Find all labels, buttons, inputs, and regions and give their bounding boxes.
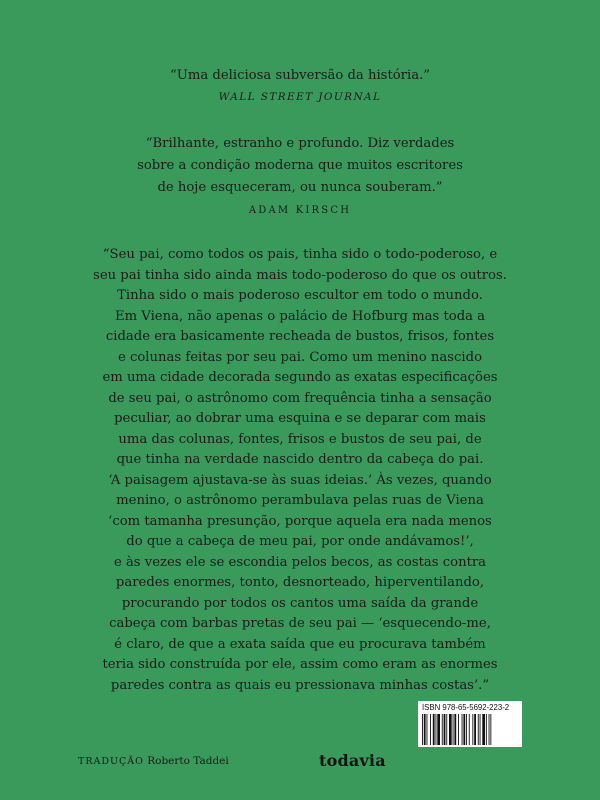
barcode-bar bbox=[490, 714, 491, 745]
barcode-icon bbox=[422, 714, 518, 745]
barcode-bar bbox=[427, 714, 428, 745]
excerpt-line: e às vezes ele se escondia pelos becos, as costas contra bbox=[113, 554, 487, 570]
barcode-bar bbox=[446, 714, 447, 745]
excerpt-line: Tinha sido o mais poderoso escultor em todo o mundo. bbox=[117, 288, 483, 303]
excerpt-line: menino, o astrônomo perambulava pelas ruas de Viena bbox=[116, 493, 484, 508]
barcode-bar bbox=[466, 714, 467, 745]
barcode-bar bbox=[480, 714, 481, 745]
blurb-quote-line: de hoje esqueceram, ou nunca souberam.” bbox=[157, 180, 443, 195]
blurb-quote-line: “Brilhante, estranho e profundo. Diz verdades bbox=[145, 136, 455, 151]
excerpt-line: seu pai tinha sido ainda mais todo-poderoso do que os outros. bbox=[93, 267, 507, 283]
barcode-bar bbox=[486, 714, 487, 745]
barcode-bar bbox=[422, 714, 423, 745]
blurb-kirsch bbox=[0, 133, 600, 221]
barcode-bar bbox=[462, 714, 463, 745]
blurb-source: WALL STREET JOURNAL bbox=[218, 91, 382, 103]
barcode-bar bbox=[454, 714, 456, 745]
barcode-bar bbox=[424, 714, 426, 745]
barcode-bar bbox=[474, 714, 476, 745]
barcode-bar bbox=[469, 714, 470, 745]
barcode-bar bbox=[478, 714, 479, 745]
translator-name: Roberto Taddei bbox=[147, 755, 229, 767]
excerpt-line: peculiar, ao dobrar uma esquina e se deparar com mais bbox=[114, 411, 486, 426]
barcode-bar bbox=[442, 714, 443, 745]
barcode-bar bbox=[453, 714, 454, 745]
blurb-quote-line: “Uma deliciosa subversão da história.” bbox=[169, 68, 430, 83]
barcode-bar bbox=[430, 714, 431, 745]
excerpt-line: ‘com tamanha presunção, porque aquela era nada menos bbox=[108, 513, 492, 529]
blurb-quote-line: sobre a condição moderna que muitos escritores bbox=[137, 158, 463, 173]
excerpt-line: procurando por todos os cantos uma saída da grande bbox=[121, 595, 479, 611]
book-excerpt bbox=[0, 245, 600, 696]
excerpt-line: que tinha na verdade nascido dentro da cabeça do pai. bbox=[116, 452, 484, 467]
barcode-bar bbox=[482, 714, 485, 745]
excerpt-line: é claro, de que a exata saída que eu procurava também bbox=[114, 636, 486, 652]
barcode-bar bbox=[463, 714, 465, 745]
excerpt-line: e colunas feitas por seu pai. Como um menino nascido bbox=[117, 349, 483, 365]
excerpt-line: do que a cabeça de meu pai, por onde andávamos!’, bbox=[126, 534, 474, 549]
excerpt-line: cabeça com barbas pretas de seu pai — ‘esquecendo-me, bbox=[109, 616, 491, 631]
barcode-bar bbox=[449, 714, 452, 745]
excerpt-line: de seu pai, o astrônomo com frequência tinha a sensação bbox=[108, 390, 492, 406]
translation-label: TRADUÇÃO bbox=[78, 756, 144, 767]
excerpt-line: ‘A paisagem ajustava-se às suas ideias.’ Às vezes, quando bbox=[108, 472, 492, 488]
barcode-bar bbox=[433, 714, 435, 745]
barcode-bar bbox=[437, 714, 440, 745]
barcode-bar bbox=[489, 714, 490, 745]
isbn-barcode-box bbox=[418, 701, 522, 747]
blurb-source: ADAM KIRSCH bbox=[248, 205, 352, 216]
publisher-logo: todavia bbox=[319, 751, 386, 770]
excerpt-line: Em Viena, não apenas o palácio de Hofburg mas toda a bbox=[114, 308, 486, 324]
excerpt-line: paredes enormes, tonto, desnorteado, hiperventilando, bbox=[115, 575, 485, 590]
excerpt-line: paredes contra as quais eu pressionava minhas costas’.” bbox=[110, 677, 490, 693]
barcode-bar bbox=[472, 714, 473, 745]
excerpt-line: uma das colunas, fontes, frisos e bustos de seu pai, de bbox=[118, 431, 482, 447]
barcode-bar bbox=[458, 714, 459, 745]
isbn-text: ISBN 978-65-5692-223-2 bbox=[422, 703, 510, 712]
barcode-bar bbox=[436, 714, 437, 745]
excerpt-line: cidade era basicamente recheada de bustos, frisos, fontes bbox=[105, 329, 495, 344]
barcode-bar bbox=[444, 714, 446, 745]
blurb-wsj bbox=[0, 65, 600, 107]
translation-credit bbox=[78, 755, 229, 767]
excerpt-line: “Seu pai, como todos os pais, tinha sido o todo-poderoso, e bbox=[102, 247, 498, 262]
excerpt-line: teria sido construída por ele, assim como eram as enormes bbox=[102, 657, 498, 672]
excerpt-line: em uma cidade decorada segundo as exatas especificações bbox=[102, 370, 498, 385]
